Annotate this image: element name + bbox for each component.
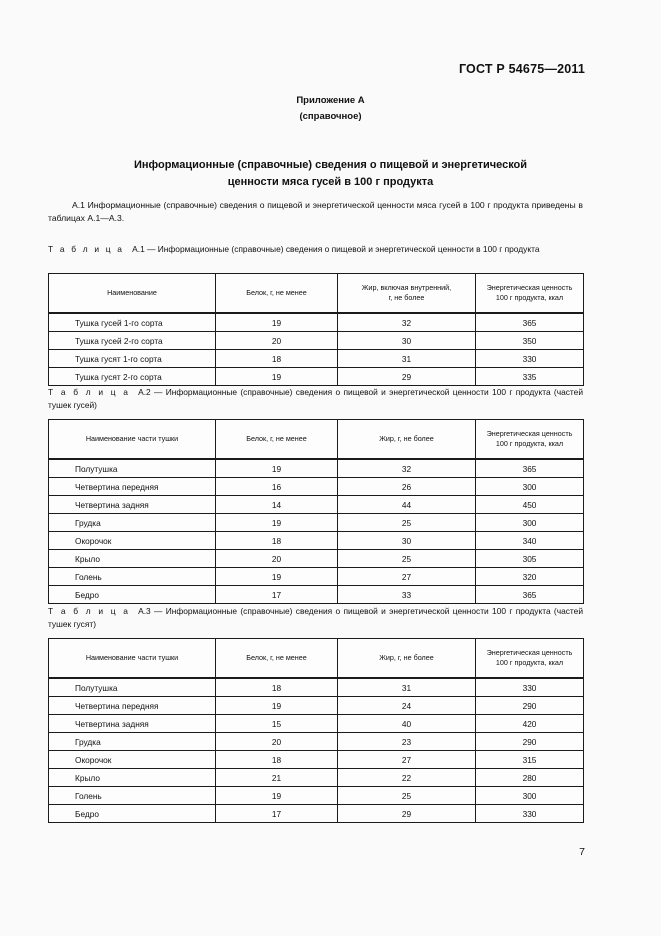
column-header-fat	[338, 420, 476, 460]
cell-energy: 335	[476, 368, 584, 386]
table-caption-number: А.1	[132, 244, 145, 254]
cell-fat: 27	[338, 568, 476, 586]
cell-energy: 420	[476, 715, 584, 733]
table-header-row	[49, 420, 584, 460]
cell-name: Окорочок	[49, 751, 216, 769]
header-text: Наименование части тушки	[85, 652, 179, 662]
column-header-energy	[476, 420, 584, 460]
cell-fat: 31	[338, 350, 476, 368]
table-caption-prefix: Т а б л и ц а	[48, 244, 125, 254]
table-row	[49, 586, 584, 604]
table-caption-text: — Информационные (справочные) сведения о пищевой и энергетической ценности 100 г продукта (частей тушек гусят)	[48, 606, 583, 629]
table-row	[49, 805, 584, 823]
standard-header: ГОСТ Р 54675—2011	[458, 62, 585, 76]
page-number: 7	[579, 846, 585, 858]
cell-name: Голень	[49, 568, 216, 586]
cell-name: Четвертина передняя	[49, 478, 216, 496]
column-header-name	[49, 274, 216, 314]
table-a2	[48, 419, 584, 604]
cell-name: Четвертина задняя	[49, 496, 216, 514]
table-row	[49, 550, 584, 568]
intro-paragraph: А.1 Информационные (справочные) сведения о пищевой и энергетической ценности мяса гусей в 100 г продукта приведены в таблицах А.1—А.3.	[48, 200, 583, 223]
appendix-label: Приложение А	[296, 95, 365, 106]
table-row	[49, 769, 584, 787]
table-caption-prefix: Т а б л и ц а	[48, 387, 131, 397]
cell-protein: 19	[216, 568, 338, 586]
cell-energy: 305	[476, 550, 584, 568]
table-header-row	[49, 639, 584, 679]
cell-protein: 18	[216, 532, 338, 550]
column-header-protein	[216, 274, 338, 314]
cell-protein: 16	[216, 478, 338, 496]
cell-energy: 350	[476, 332, 584, 350]
header-text: Энергетическая ценность	[486, 428, 573, 438]
cell-energy: 280	[476, 769, 584, 787]
cell-energy: 330	[476, 350, 584, 368]
cell-fat: 32	[338, 459, 476, 478]
cell-name: Четвертина задняя	[49, 715, 216, 733]
table-row	[49, 532, 584, 550]
cell-fat: 33	[338, 586, 476, 604]
header-text: Наименование	[107, 287, 157, 297]
cell-fat: 29	[338, 805, 476, 823]
cell-energy: 365	[476, 459, 584, 478]
cell-fat: 30	[338, 332, 476, 350]
cell-energy: 300	[476, 787, 584, 805]
cell-energy: 450	[476, 496, 584, 514]
cell-protein: 19	[216, 313, 338, 332]
table-row	[49, 751, 584, 769]
column-header-fat	[338, 274, 476, 314]
cell-protein: 14	[216, 496, 338, 514]
cell-energy: 300	[476, 478, 584, 496]
cell-protein: 17	[216, 586, 338, 604]
cell-fat: 25	[338, 550, 476, 568]
cell-name: Окорочок	[49, 532, 216, 550]
header-text: Энергетическая ценность	[486, 282, 573, 292]
cell-name: Грудка	[49, 514, 216, 532]
cell-name: Крыло	[49, 769, 216, 787]
header-text: Жир, г, не более	[379, 652, 434, 662]
cell-protein: 19	[216, 459, 338, 478]
header-text: Белок, г, не менее	[246, 433, 307, 443]
table-row	[49, 368, 584, 386]
cell-protein: 18	[216, 751, 338, 769]
header-text: Белок, г, не менее	[246, 287, 307, 297]
header-text: Жир, г, не более	[379, 433, 434, 443]
column-header-protein	[216, 420, 338, 460]
cell-protein: 20	[216, 550, 338, 568]
header-text: 100 г продукта, ккал	[495, 439, 564, 448]
header-text: Наименование части тушки	[85, 433, 179, 443]
cell-fat: 27	[338, 751, 476, 769]
column-header-energy	[476, 274, 584, 314]
cell-fat: 23	[338, 733, 476, 751]
cell-fat: 29	[338, 368, 476, 386]
cell-protein: 21	[216, 769, 338, 787]
cell-protein: 15	[216, 715, 338, 733]
cell-energy: 290	[476, 733, 584, 751]
table-row	[49, 350, 584, 368]
header-text: Белок, г, не менее	[246, 652, 307, 662]
cell-name: Тушка гусят 1-го сорта	[49, 350, 216, 368]
cell-name: Голень	[49, 787, 216, 805]
header-text: г, не более	[388, 293, 425, 302]
appendix-heading	[0, 93, 661, 124]
cell-name: Тушка гусей 2-го сорта	[49, 332, 216, 350]
cell-fat: 24	[338, 697, 476, 715]
table-row	[49, 478, 584, 496]
table-caption-text: — Информационные (справочные) сведения о пищевой и энергетической ценности в 100 г продукта	[147, 244, 540, 254]
cell-name: Крыло	[49, 550, 216, 568]
cell-protein: 19	[216, 787, 338, 805]
cell-fat: 22	[338, 769, 476, 787]
table-row	[49, 568, 584, 586]
cell-protein: 20	[216, 733, 338, 751]
table-row	[49, 514, 584, 532]
table-caption-a2	[48, 386, 583, 411]
cell-fat: 25	[338, 787, 476, 805]
cell-fat: 31	[338, 678, 476, 697]
cell-energy: 340	[476, 532, 584, 550]
cell-name: Бедро	[49, 586, 216, 604]
cell-protein: 19	[216, 697, 338, 715]
column-header-protein	[216, 639, 338, 679]
cell-protein: 19	[216, 514, 338, 532]
header-text: 100 г продукта, ккал	[495, 293, 564, 302]
cell-fat: 30	[338, 532, 476, 550]
cell-energy: 330	[476, 678, 584, 697]
header-text: 100 г продукта, ккал	[495, 658, 564, 667]
cell-protein: 17	[216, 805, 338, 823]
cell-name: Бедро	[49, 805, 216, 823]
table-row	[49, 697, 584, 715]
header-text: Энергетическая ценность	[486, 647, 573, 657]
cell-energy: 320	[476, 568, 584, 586]
cell-energy: 365	[476, 313, 584, 332]
cell-energy: 330	[476, 805, 584, 823]
header-text: Жир, включая внутренний,	[361, 282, 452, 292]
cell-name: Полутушка	[49, 678, 216, 697]
cell-fat: 26	[338, 478, 476, 496]
cell-fat: 32	[338, 313, 476, 332]
cell-name: Полутушка	[49, 459, 216, 478]
cell-fat: 25	[338, 514, 476, 532]
appendix-kind: (справочное)	[299, 110, 362, 122]
table-caption-a1	[48, 243, 583, 256]
cell-protein: 19	[216, 368, 338, 386]
cell-fat: 44	[338, 496, 476, 514]
cell-fat: 40	[338, 715, 476, 733]
cell-energy: 315	[476, 751, 584, 769]
table-row	[49, 496, 584, 514]
cell-energy: 290	[476, 697, 584, 715]
table-a3	[48, 638, 584, 823]
column-header-part-name	[49, 639, 216, 679]
page-title-line1: Информационные (справочные) сведения о пищевой и энергетической	[133, 159, 528, 171]
table-header-row	[49, 274, 584, 314]
table-caption-number: А.3	[138, 606, 151, 616]
table-row	[49, 459, 584, 478]
table-a1	[48, 273, 584, 386]
column-header-energy	[476, 639, 584, 679]
cell-energy: 300	[476, 514, 584, 532]
page-title	[80, 157, 581, 190]
cell-name: Тушка гусят 2-го сорта	[49, 368, 216, 386]
table-row	[49, 715, 584, 733]
cell-name: Четвертина передняя	[49, 697, 216, 715]
table-caption-number: А.2	[138, 387, 151, 397]
cell-energy: 365	[476, 586, 584, 604]
table-row	[49, 332, 584, 350]
table-row	[49, 787, 584, 805]
table-row	[49, 678, 584, 697]
cell-protein: 18	[216, 350, 338, 368]
column-header-part-name	[49, 420, 216, 460]
table-row	[49, 313, 584, 332]
page-title-line2: ценности мяса гусей в 100 г продукта	[227, 175, 434, 188]
column-header-fat	[338, 639, 476, 679]
cell-protein: 18	[216, 678, 338, 697]
table-row	[49, 733, 584, 751]
table-caption-text: — Информационные (справочные) сведения о пищевой и энергетической ценности 100 г продукта (частей тушек гусей)	[48, 387, 583, 410]
table-caption-prefix: Т а б л и ц а	[48, 606, 131, 616]
cell-protein: 20	[216, 332, 338, 350]
cell-name: Грудка	[49, 733, 216, 751]
table-caption-a3	[48, 605, 583, 630]
cell-name: Тушка гусей 1-го сорта	[49, 313, 216, 332]
